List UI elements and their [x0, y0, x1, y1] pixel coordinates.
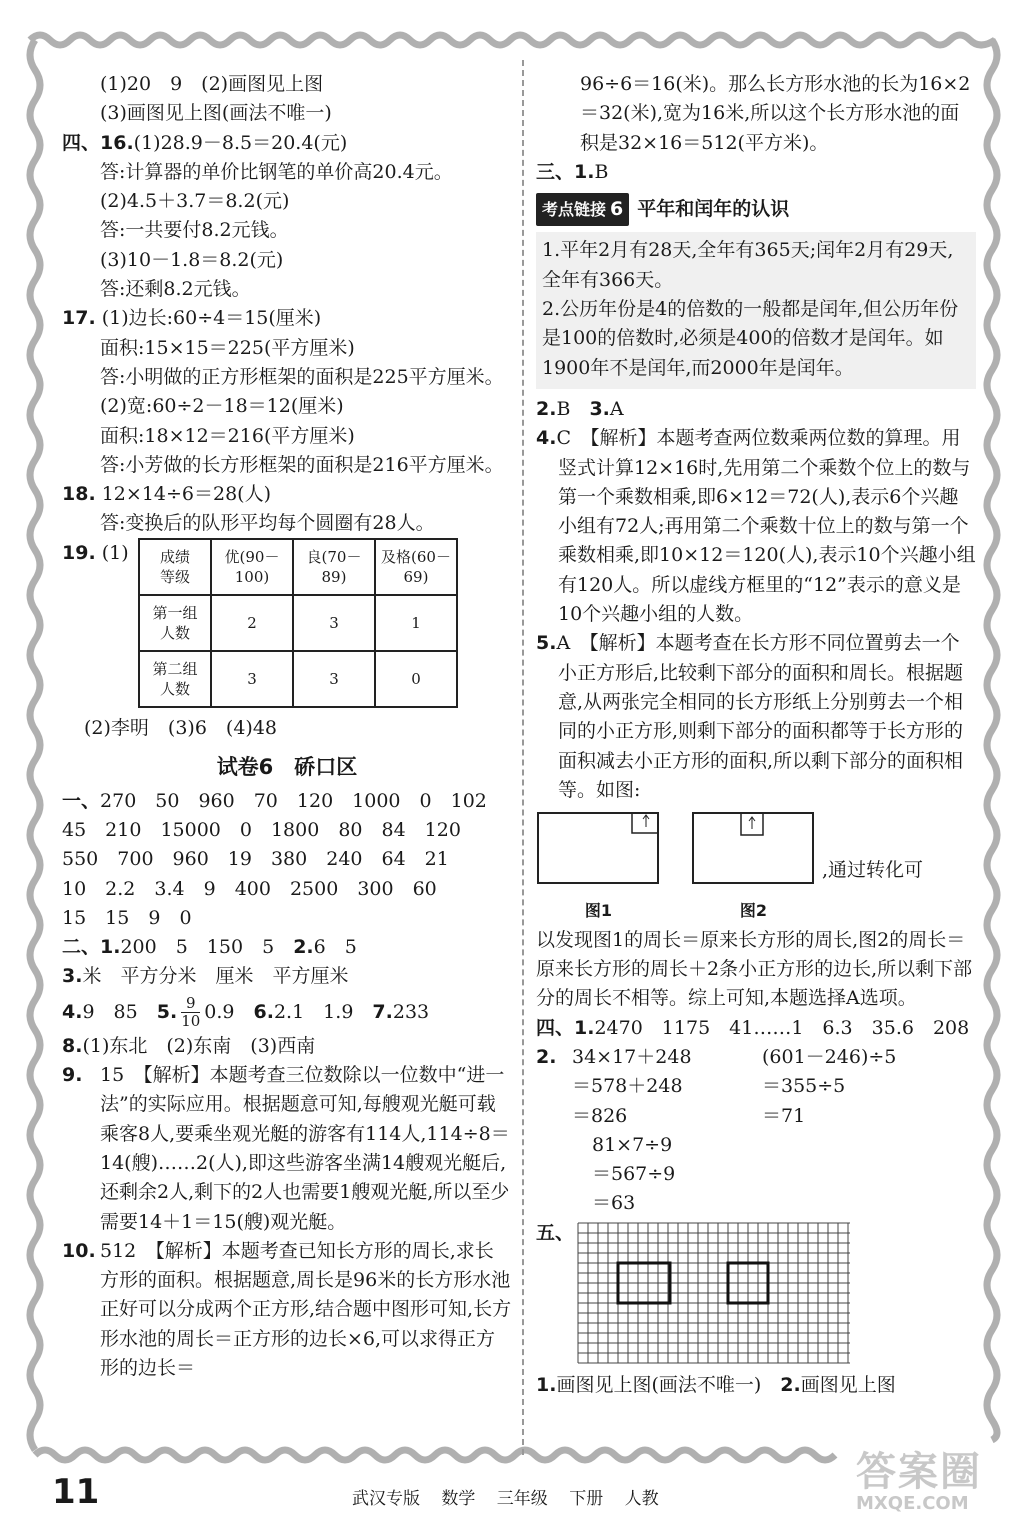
answer-statement: 答:变换后的队形平均每个圆圈有28人。 [100, 512, 435, 535]
knowledge-point: 1.平年2月有28天,全年有365天;闰年2月有29天,全年有366天。 [542, 239, 954, 291]
answer-line: 15 15 9 0 [62, 906, 192, 929]
figure-caption: 图1 [584, 901, 613, 921]
answer-statement: 答:小明做的正方形框架的面积是225平方厘米。 [100, 365, 504, 388]
table-row-label: 第一组 人数 [139, 595, 211, 651]
watermark-logo [856, 1440, 1006, 1528]
calculation-2: (601－246)÷5 ＝355÷5 ＝71 [762, 1045, 897, 1127]
question-number: 3. [62, 965, 83, 988]
table-cell: 2 [211, 595, 293, 651]
question-number: 五、 [536, 1221, 575, 1244]
table-header-cell: 优(90－ 100) [211, 539, 293, 595]
explanation-text: 15 【解析】本题考查三位数除以一位数中“进一法”的实际应用。根据题意可知,每艘观光艇可载乘客8人,要乘坐观光艇的游客有114人,114÷8＝14(艘)……2(人),即这些游客坐满14艘观光艇后,还剩余2人,剩下的2人也需要1艘观光艇,所以至少需要14＋1＝15(艘)观光艇。 [100, 1064, 510, 1233]
answer-line: 米 平方分米 厘米 平方厘米 [82, 965, 349, 988]
figure-caption: 图2 [739, 901, 768, 921]
figure-followup-text: ,通过转化可 [822, 859, 924, 882]
answer-line: 画图见上图(画法不唯一) [556, 1373, 762, 1396]
table-header-row [139, 539, 457, 595]
answer-line: (1)东北 (2)东南 (3)西南 [82, 1034, 316, 1057]
answer-line: (2)宽:60÷2－18＝12(厘米) [100, 395, 344, 418]
table-cell: 0 [375, 651, 457, 707]
section-5 [536, 1219, 976, 1371]
figure-2 [691, 809, 816, 926]
left-column [62, 70, 512, 1383]
explanation-text: C 【解析】本题考查两位数乘两位数的算理。用竖式计算12×16时,先用第二个乘数个位上的数与第一个乘数相乘,即6×12＝72(人),表示6个兴趣小组有72人;再用第二个乘数十位上的数与第一个乘数相乘,即10×12＝120(人),表示10个兴趣小组有120人。所以虚线方框里的“12”表示的意义是10个兴趣小组的人数。 [556, 427, 976, 626]
watermark-text: 答案圈 [856, 1449, 982, 1495]
answer-line: 10 2.2 3.4 9 400 2500 300 60 [62, 877, 437, 900]
question-number: 4. [536, 427, 557, 450]
answer-line: (1)边长:60÷4＝15(厘米) [101, 307, 322, 330]
answer-line: (3)画图见上图(画法不唯一) [100, 102, 332, 125]
question-number: 2. [536, 397, 557, 420]
question-number: 19. [62, 541, 96, 564]
question-number: 四、1. [536, 1016, 595, 1039]
score-table [138, 538, 458, 708]
answer-line: 270 50 960 70 120 1000 0 102 [100, 789, 487, 812]
answer-line: (2)4.5＋3.7＝8.2(元) [100, 190, 290, 213]
calculation-1: 34×17＋248 ＝578＋248 ＝826 81×7÷9 ＝567÷9 ＝63 [572, 1045, 692, 1215]
question-number: 三、1. [536, 160, 595, 183]
table-cell: 3 [211, 651, 293, 707]
table-row [139, 651, 457, 707]
answer-line: B [556, 397, 571, 420]
knowledge-box [536, 232, 976, 388]
footer-text: 武汉专版 数学 三年级 下册 人教 [352, 1489, 659, 1509]
column-divider [522, 60, 524, 1455]
question-number: 10. [62, 1239, 96, 1262]
question-number: 2. [780, 1373, 801, 1396]
answer-line: 9 85 [82, 1000, 138, 1023]
section-title: 试卷6 硚口区 [216, 755, 358, 780]
fraction-denominator: 10 [181, 1012, 201, 1031]
knowledge-link-title: 平年和闰年的认识 [637, 198, 790, 221]
question-number: 二、1. [62, 936, 121, 959]
answer-statement: 答:小芳做的长方形框架的面积是216平方厘米。 [100, 453, 504, 476]
answer-line: 200 5 150 5 [120, 936, 275, 959]
answer-statement: 答:还剩8.2元钱。 [100, 278, 251, 301]
knowledge-link-badge: 考点链接 6 [536, 193, 629, 226]
answer-line: 2470 1175 41……1 6.3 35.6 208 [594, 1016, 970, 1039]
question-number: 5. [156, 1000, 178, 1023]
question-number: 4. [62, 1000, 83, 1023]
answer-line: 45 210 15000 0 1800 80 84 120 [62, 818, 461, 841]
question-number: 9. [62, 1064, 83, 1087]
sub-question-label: (1) [101, 541, 129, 564]
table-row-label: 第二组 人数 [139, 651, 211, 707]
question-number: 7. [372, 1000, 393, 1023]
right-column [536, 70, 976, 1400]
question-number: 一、 [62, 789, 101, 812]
explanation-text: 以发现图1的周长＝原来长方形的周长,图2的周长＝原来长方形的周长＋2条小正方形的边长,所以剩下部分的周长不相等。综上可知,本题选择A选项。 [536, 928, 973, 1010]
question-number: 2. [536, 1045, 557, 1068]
answer-line: (3)10－1.8＝8.2(元) [100, 248, 284, 271]
answer-line: (1)20 9 (2)画图见上图 [100, 73, 324, 95]
calculation-block [536, 1043, 976, 1219]
fraction-numerator: 9 [185, 994, 196, 1013]
watermark-url: MXQE.COM [856, 1493, 969, 1514]
answer-statement: 答:一共要付8.2元钱。 [100, 219, 289, 242]
table-cell: 3 [293, 595, 375, 651]
table-cell: 1 [375, 595, 457, 651]
answer-line: 0.9 [204, 1000, 235, 1023]
answer-line: 2.1 1.9 [273, 1000, 354, 1023]
explanation-text: 512 【解析】本题考查已知长方形的周长,求长方形的面积。根据题意,周长是96米的长方形水池正好可以分成两个正方形,结合题中图形可知,长方形水池的周长＝正方形的边长×6,可以求得正方形的边长＝ [100, 1239, 512, 1379]
question-number: 6. [253, 1000, 274, 1023]
figure-row [536, 809, 976, 926]
question-number: 18. [62, 483, 96, 506]
answer-line: 12×14÷6＝28(人) [101, 483, 272, 506]
question-number: 四、16. [62, 131, 134, 154]
figure-2-rectangle [691, 809, 816, 887]
table-cell: 3 [293, 651, 375, 707]
answer-line: B [594, 160, 609, 183]
grid-drawing [574, 1219, 854, 1371]
question-number: 8. [62, 1034, 83, 1057]
explanation-text: A 【解析】本题考查在长方形不同位置剪去一个小正方形后,比较剩下部分的面积和周长。根据题意,从两张完全相同的长方形纸上分别剪去一个相同的小正方形,则剩下部分的面积都等于长方形的面积减去小正方形的面积,所以剩下部分的面积相等。如图: [556, 632, 964, 801]
answer-line: (2)李明 (3)6 (4)48 [84, 717, 278, 740]
answer-line: 550 700 960 19 380 240 64 21 [62, 848, 449, 871]
answer-line: 画图见上图 [800, 1373, 896, 1396]
question-number: 2. [293, 936, 314, 959]
answer-statement: 答:计算器的单价比钢笔的单价高20.4元。 [100, 160, 453, 183]
question-number: 3. [589, 397, 610, 420]
answer-line: 6 5 [313, 936, 357, 959]
answer-line: A [609, 397, 624, 420]
figure-1-rectangle [536, 809, 661, 887]
answer-line: 面积:15×15＝225(平方厘米) [100, 336, 355, 359]
table-header-cell: 及格(60－ 69) [375, 539, 457, 595]
answer-line: 面积:18×12＝216(平方厘米) [100, 424, 355, 447]
table-row [139, 595, 457, 651]
table-header-cell: 良(70－ 89) [293, 539, 375, 595]
fraction [181, 995, 200, 1030]
page-number: 11 [52, 1472, 100, 1512]
answer-line: 233 [392, 1000, 430, 1023]
question-number: 17. [62, 307, 96, 330]
knowledge-point: 2.公历年份是4的倍数的一般都是闰年,但公历年份是100的倍数时,必须是400的倍数才是闰年。如1900年不是闰年,而2000年是闰年。 [542, 298, 959, 379]
explanation-text: 96÷6＝16(米)。那么长方形水池的长为16×2＝32(米),宽为16米,所以这个长方形水池的面积是32×16＝512(平方米)。 [580, 73, 971, 154]
question-number: 1. [536, 1373, 557, 1396]
knowledge-link-header [536, 193, 976, 226]
figure-1 [536, 809, 661, 926]
answer-line: (1)28.9－8.5＝20.4(元) [133, 131, 348, 154]
table-header-cell: 成绩 等级 [139, 539, 211, 595]
question-number: 5. [536, 632, 557, 655]
